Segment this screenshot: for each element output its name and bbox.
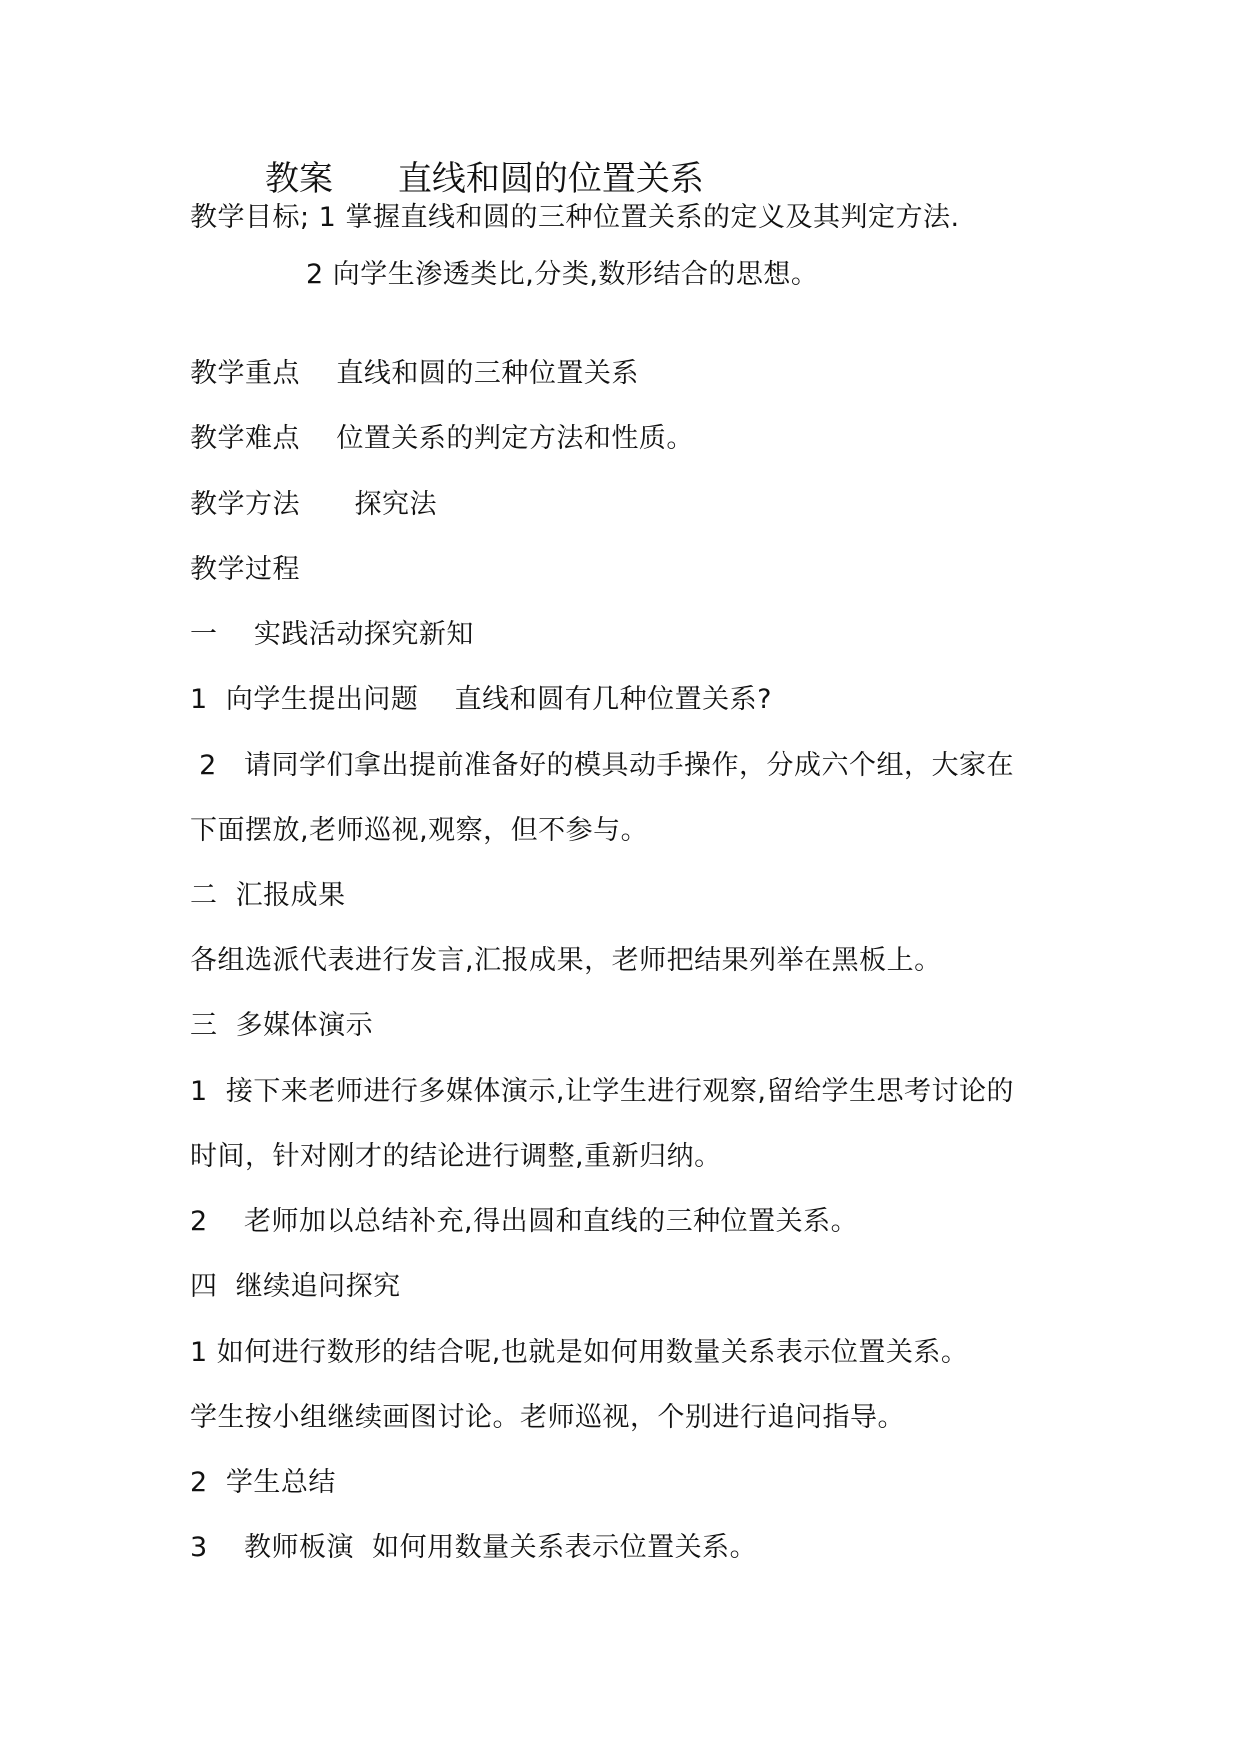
- section-1-item-2-line-1: 2 请同学们拿出提前准备好的模具动手操作，分成六个组，大家在: [190, 750, 1015, 781]
- key-point: 教学重点 直线和圆的三种位置关系: [190, 358, 639, 389]
- section-4-item-3: 3 教师板演 如何用数量关系表示位置关系。: [190, 1532, 758, 1563]
- section-1-item-2-line-2: 下面摆放,老师巡视,观察，但不参与。: [190, 815, 649, 846]
- section-2-text: 各组选派代表进行发言,汇报成果，老师把结果列举在黑板上。: [190, 945, 942, 976]
- objectives-line-1: 教学目标; 1 掌握直线和圆的三种位置关系的定义及其判定方法.: [190, 202, 960, 233]
- objectives-line-2: 2 向学生渗透类比,分类,数形结合的思想。: [306, 259, 819, 290]
- document-title: 教案 直线和圆的位置关系: [265, 159, 704, 199]
- section-4-item-1: 1 如何进行数形的结合呢,也就是如何用数量关系表示位置关系。: [190, 1337, 969, 1368]
- section-4-item-2: 2 学生总结: [190, 1467, 336, 1498]
- section-3-item-2: 2 老师加以总结补充,得出圆和直线的三种位置关系。: [190, 1206, 859, 1237]
- section-4-heading: 四 继续追问探究: [190, 1271, 401, 1302]
- section-3-heading: 三 多媒体演示: [190, 1010, 374, 1041]
- difficulty: 教学难点 位置关系的判定方法和性质。: [190, 423, 694, 454]
- method: 教学方法 探究法: [190, 489, 437, 520]
- section-1-item-1: 1 向学生提出问题 直线和圆有几种位置关系?: [190, 684, 773, 715]
- section-4-text: 学生按小组继续画图讨论。老师巡视，个别进行追问指导。: [190, 1402, 905, 1433]
- section-3-item-1-line-2: 时间，针对刚才的结论进行调整,重新归纳。: [190, 1141, 722, 1172]
- section-1-heading: 一 实践活动探究新知: [190, 619, 474, 650]
- section-2-heading: 二 汇报成果: [190, 880, 346, 911]
- process-heading: 教学过程: [190, 554, 300, 585]
- section-3-item-1-line-1: 1 接下来老师进行多媒体演示,让学生进行观察,留给学生思考讨论的: [190, 1076, 1015, 1107]
